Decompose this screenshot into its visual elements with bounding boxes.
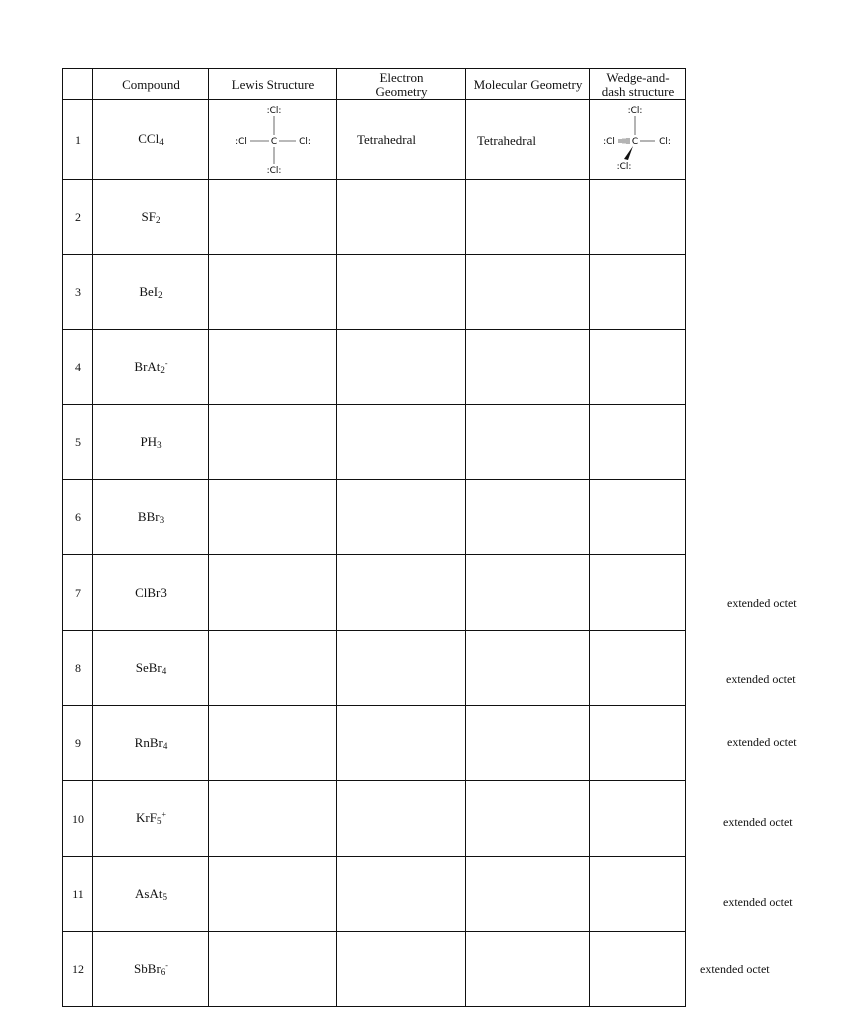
electron-geometry-cell xyxy=(337,781,466,857)
formula-sub: 6 xyxy=(160,966,166,977)
formula-sub: 2 xyxy=(158,289,163,300)
grid-line-horizontal xyxy=(62,329,686,330)
electron-geometry-cell xyxy=(337,100,466,180)
row-number-text: 10 xyxy=(72,811,84,826)
row-number xyxy=(63,255,93,330)
formula-sub: 2 xyxy=(160,364,165,375)
row-number xyxy=(63,555,93,631)
molecular-geometry-cell xyxy=(466,932,590,1007)
molecular-geometry-cell xyxy=(466,480,590,555)
wedge-dash-cell xyxy=(590,857,686,932)
formula-sub: 3 xyxy=(159,514,165,525)
formula-base: SF xyxy=(141,208,156,224)
compound-cell xyxy=(93,857,209,932)
molecular-geometry-cell xyxy=(466,555,590,631)
wedge-dash-cell xyxy=(590,405,686,480)
molecular-geometry-value: Tetrahedral xyxy=(477,133,536,148)
lewis-structure-cell xyxy=(209,781,337,857)
compound-formula xyxy=(140,435,161,450)
compound-formula xyxy=(136,661,167,676)
electron-geometry-cell xyxy=(337,857,466,932)
row-number-text: 1 xyxy=(75,132,81,147)
formula-sub: 3 xyxy=(157,439,162,450)
formula-sub: 2 xyxy=(155,214,161,225)
grid-line-horizontal xyxy=(62,856,686,857)
lewis-structure-cell xyxy=(209,706,337,781)
header-wedge-dash xyxy=(590,69,686,100)
row-number xyxy=(63,180,93,255)
grid-line-horizontal xyxy=(62,99,686,100)
lewis-structure-cell xyxy=(209,255,337,330)
lewis-structure-cell xyxy=(209,555,337,631)
compound-cell xyxy=(93,781,209,857)
lewis-left-chlorine: :Cl xyxy=(235,137,247,147)
formula-base: KrF xyxy=(136,810,157,826)
header-wedge-line1: Wedge-and- xyxy=(606,69,670,85)
header-compound xyxy=(93,69,209,100)
extended-octet-note: extended octet xyxy=(727,735,797,749)
row-number-text: 2 xyxy=(75,210,81,225)
compound-formula xyxy=(142,210,161,225)
header-electron-line1: Electron xyxy=(379,69,424,85)
row-number xyxy=(63,480,93,555)
grid-line-horizontal xyxy=(62,554,686,555)
grid-line-vertical xyxy=(685,69,686,1007)
row-number-text: 12 xyxy=(72,962,84,977)
row-number xyxy=(63,405,93,480)
electron-geometry-cell xyxy=(337,255,466,330)
formula-base: ClBr3 xyxy=(135,585,167,601)
molecular-geometry-cell xyxy=(466,330,590,405)
row-number-text: 11 xyxy=(72,887,84,902)
row-number-text: 6 xyxy=(75,510,81,525)
formula-sub: 4 xyxy=(162,740,168,751)
formula-base: SeBr xyxy=(135,659,162,675)
extended-octet-note: extended octet xyxy=(723,895,793,909)
compound-cell xyxy=(93,405,209,480)
formula-sub: 5 xyxy=(156,816,162,827)
compound-cell xyxy=(93,932,209,1007)
row-number-text: 9 xyxy=(75,736,81,751)
wedge-center-carbon: C xyxy=(631,137,639,147)
extended-octet-note: extended octet xyxy=(700,962,770,976)
header-lewis-text: Lewis Structure xyxy=(231,76,315,92)
compound-cell xyxy=(93,100,209,180)
formula-base: CCl xyxy=(138,131,160,147)
header-molecular-text: Molecular Geometry xyxy=(473,76,583,92)
compound-formula xyxy=(138,132,163,147)
grid-line-horizontal xyxy=(62,630,686,631)
row-number-text: 7 xyxy=(75,585,81,600)
wedge-dash-cell xyxy=(590,480,686,555)
formula-base: RnBr xyxy=(134,734,163,750)
compound-cell xyxy=(93,631,209,706)
compound-cell xyxy=(93,180,209,255)
row-number xyxy=(63,631,93,706)
compound-formula xyxy=(135,586,167,600)
formula-base: BeI xyxy=(139,283,159,299)
compound-formula xyxy=(134,360,167,375)
compound-formula xyxy=(135,887,167,902)
grid-line-horizontal xyxy=(62,68,686,69)
grid-line-horizontal xyxy=(62,254,686,255)
grid-line-horizontal xyxy=(62,1006,686,1007)
wedge-dash-cell xyxy=(590,100,686,180)
wedge-dash-cell xyxy=(590,180,686,255)
formula-sup: - xyxy=(164,358,168,368)
row-number-text: 3 xyxy=(75,285,81,300)
molecular-geometry-cell xyxy=(466,255,590,330)
electron-geometry-cell xyxy=(337,932,466,1007)
grid-line-horizontal xyxy=(62,705,686,706)
compound-formula xyxy=(138,510,164,525)
compound-formula xyxy=(134,962,168,977)
grid-line-horizontal xyxy=(62,479,686,480)
lewis-structure-cell xyxy=(209,857,337,932)
row-number xyxy=(63,932,93,1007)
wedge-dash-cell xyxy=(590,631,686,706)
lewis-structure-cell xyxy=(209,631,337,706)
wedge-top-chlorine: :Cl: xyxy=(627,106,643,116)
lewis-structure-cell xyxy=(209,405,337,480)
compound-formula xyxy=(136,811,166,826)
row-number xyxy=(63,100,93,180)
row-number-text: 5 xyxy=(75,435,81,450)
wedge-dash-cell xyxy=(590,555,686,631)
lewis-center-carbon: C xyxy=(270,137,278,147)
header-electron-line2: Geometry xyxy=(375,83,428,99)
row-number xyxy=(63,330,93,405)
formula-base: PH xyxy=(140,433,158,449)
extended-octet-note: extended octet xyxy=(723,815,793,829)
grid-line-horizontal xyxy=(62,404,686,405)
molecular-geometry-cell xyxy=(466,706,590,781)
electron-geometry-cell xyxy=(337,480,466,555)
formula-sub: 4 xyxy=(161,665,167,676)
compound-formula xyxy=(135,736,168,751)
compound-cell xyxy=(93,330,209,405)
lewis-structure-cell xyxy=(209,330,337,405)
formula-sub: 5 xyxy=(162,891,167,902)
grid-line-horizontal xyxy=(62,931,686,932)
wedge-dash-cell xyxy=(590,706,686,781)
wedge-dash-cell xyxy=(590,255,686,330)
header-compound-text: Compound xyxy=(122,76,180,92)
row-number xyxy=(63,857,93,932)
molecular-geometry-cell xyxy=(466,180,590,255)
formula-base: SbBr xyxy=(134,960,161,976)
molecular-geometry-cell xyxy=(466,857,590,932)
grid-line-vertical xyxy=(92,69,93,1007)
molecular-geometry-cell xyxy=(466,100,590,180)
lewis-structure-cell xyxy=(209,932,337,1007)
formula-sup: - xyxy=(165,960,168,970)
formula-sup: + xyxy=(161,810,166,820)
lewis-structure-cell xyxy=(209,100,337,180)
grid-line-horizontal xyxy=(62,780,686,781)
lewis-structure-cell xyxy=(209,180,337,255)
electron-geometry-cell xyxy=(337,706,466,781)
grid-line-horizontal xyxy=(62,179,686,180)
header-lewis-structure xyxy=(209,69,337,100)
formula-base: BBr xyxy=(137,508,160,524)
molecular-geometry-cell xyxy=(466,781,590,857)
grid-line-vertical xyxy=(62,69,63,1007)
compound-formula xyxy=(139,285,162,300)
header-electron-geometry xyxy=(337,69,466,100)
lewis-bottom-chlorine: :Cl: xyxy=(266,166,282,176)
row-number xyxy=(63,781,93,857)
wedge-dash-cell xyxy=(590,330,686,405)
wedge-left-chlorine: :Cl xyxy=(603,137,615,147)
molecular-geometry-cell xyxy=(466,631,590,706)
electron-geometry-cell xyxy=(337,631,466,706)
extended-octet-note: extended octet xyxy=(726,672,796,686)
electron-geometry-cell xyxy=(337,180,466,255)
electron-geometry-cell xyxy=(337,330,466,405)
molecular-geometry-cell xyxy=(466,405,590,480)
compound-cell xyxy=(93,480,209,555)
formula-base: BrAt xyxy=(134,358,161,374)
lewis-right-chlorine: Cl: xyxy=(299,137,311,147)
header-wedge-line2: dash structure xyxy=(601,83,675,99)
row-number-text: 4 xyxy=(75,360,81,375)
wedge-right-chlorine: Cl: xyxy=(659,137,671,147)
grid-line-vertical xyxy=(589,69,590,1007)
lewis-structure-cell xyxy=(209,480,337,555)
row-number-text: 8 xyxy=(75,661,81,676)
compound-cell xyxy=(93,706,209,781)
row-number xyxy=(63,706,93,781)
grid-line-vertical xyxy=(465,69,466,1007)
extended-octet-note: extended octet xyxy=(727,596,797,610)
formula-base: AsAt xyxy=(135,885,163,901)
header-molecular-geometry xyxy=(466,69,590,100)
formula-sub: 4 xyxy=(159,137,164,148)
grid-line-vertical xyxy=(208,69,209,1007)
electron-geometry-cell xyxy=(337,555,466,631)
grid-line-vertical xyxy=(336,69,337,1007)
wedge-dash-cell xyxy=(590,781,686,857)
wedge-dash-cell xyxy=(590,932,686,1007)
compound-cell xyxy=(93,255,209,330)
header-number xyxy=(63,69,93,100)
electron-geometry-cell xyxy=(337,405,466,480)
wedge-bottom-chlorine: :Cl: xyxy=(616,162,632,172)
electron-geometry-value: Tetrahedral xyxy=(357,132,416,147)
compound-cell xyxy=(93,555,209,631)
lewis-top-chlorine: :Cl: xyxy=(266,106,282,116)
